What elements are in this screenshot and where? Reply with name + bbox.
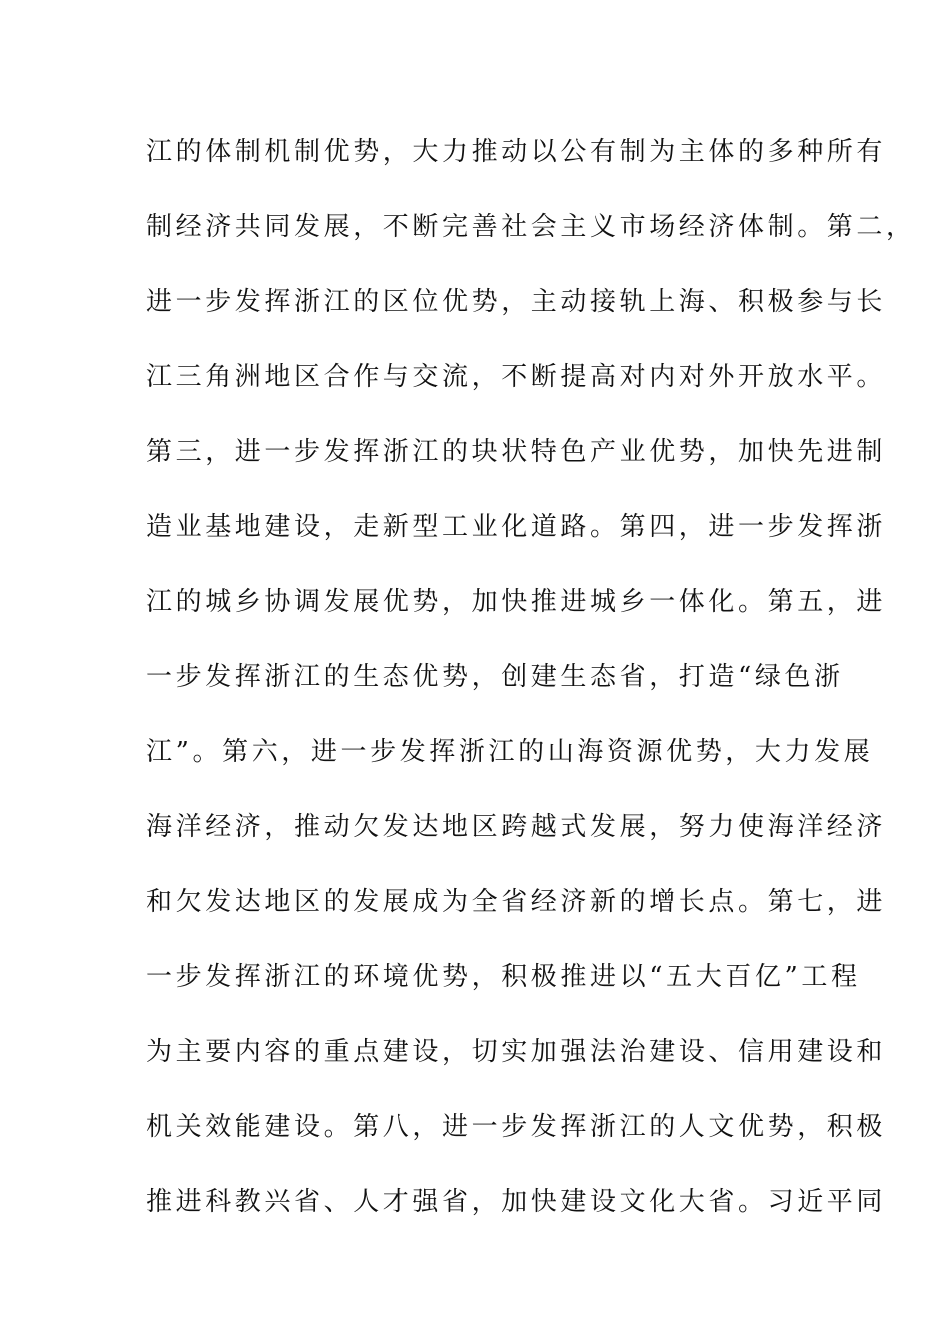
text-line: 江的体制机制优势，大力推动以公有制为主体的多种所有 [146,137,887,167]
text-line: 造业基地建设，走新型工业化道路。第四，进一步发挥浙 [146,512,887,542]
text-line: 和欠发达地区的发展成为全省经济新的增长点。第七，进 [146,887,887,917]
text-line: 海洋经济，推动欠发达地区跨越式发展，努力使海洋经济 [146,812,887,842]
text-line: 为主要内容的重点建设，切实加强法治建设、信用建设和 [146,1037,887,1067]
body-text [146,132,916,1257]
text-line: 江三角洲地区合作与交流，不断提高对内对外开放水平。 [146,362,887,392]
text-line: 江”。第六，进一步发挥浙江的山海资源优势，大力发展 [146,737,874,767]
text-line: 第三，进一步发挥浙江的块状特色产业优势，加快先进制 [146,437,887,467]
text-line: 制经济共同发展，不断完善社会主义市场经济体制。第二， [146,212,916,242]
text-line: 江的城乡协调发展优势，加快推进城乡一体化。第五，进 [146,587,887,617]
text-line: 一步发挥浙江的环境优势，积极推进以“五大百亿”工程 [146,962,861,992]
text-line: 一步发挥浙江的生态优势，创建生态省，打造“绿色浙 [146,662,844,692]
text-line: 推进科教兴省、人才强省，加快建设文化大省。习近平同 [146,1187,887,1217]
text-line: 机关效能建设。第八，进一步发挥浙江的人文优势，积极 [146,1112,887,1142]
text-line: 进一步发挥浙江的区位优势，主动接轨上海、积极参与长 [146,287,887,317]
